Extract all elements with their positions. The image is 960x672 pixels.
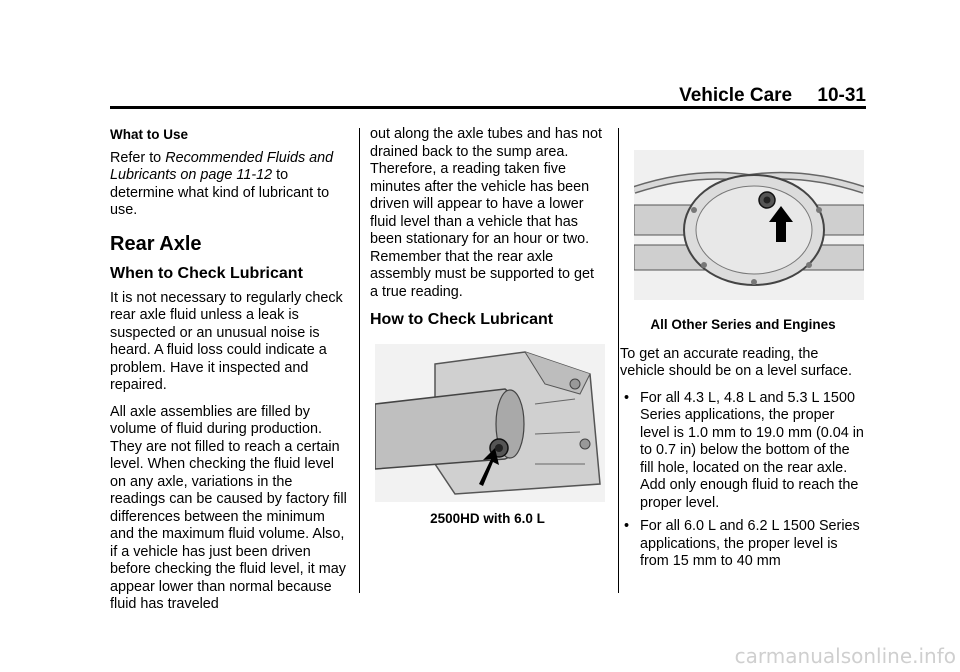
watermark: carmanualsonline.info: [734, 644, 956, 668]
paragraph-continued: out along the axle tubes and has not drained back to the sump area. Therefore, a reading taken five minutes after the vehicle has been driven will appear to have a lower fluid level than a vehicle that has been stationary for an hour or two. Remember that the rear axle assembly must be supported to get a true reading.: [370, 126, 603, 300]
section-title: Vehicle Care: [679, 85, 793, 106]
axle-other-series-illustration: [634, 150, 864, 300]
rear-axle-heading: Rear Axle: [110, 232, 202, 255]
caption-2500hd: 2500HD with 6.0 L: [430, 511, 545, 526]
refer-suffix: to determine what kind of lubricant to use.: [110, 167, 330, 218]
header-rule: [110, 106, 866, 109]
column-1: [110, 126, 350, 623]
axle-2500hd-illustration: [375, 344, 605, 502]
refer-link[interactable]: Recommended Fluids and Lubricants on page 11-12: [110, 149, 334, 183]
when-to-check-heading: When to Check Lubricant: [110, 264, 303, 282]
refer-prefix: Refer to: [110, 149, 166, 166]
page-header: [110, 84, 866, 108]
paragraph-leak: It is not necessary to regularly check rear axle fluid unless a leak is suspected or an unusual noise is heard. A fluid loss could indicate a problem. Have it inspected and repaired.: [110, 289, 343, 393]
column-divider-2: [618, 128, 619, 593]
column-divider-1: [359, 128, 360, 593]
how-to-check-heading: How to Check Lubricant: [370, 311, 554, 328]
column-3: [620, 126, 866, 577]
paragraph-fill: All axle assemblies are filled by volume of fluid during production. They are not filled to reach a certain level. When checking the fluid level on any axle, variations in the readings can be caused by factory fill differences between the minimum and the maximum fluid volume. Also, if a vehicle has just been driven before checking the fluid level, it may appear lower than normal because fluid has traveled: [110, 403, 347, 612]
refer-paragraph: [110, 150, 350, 220]
spec-list: [620, 390, 866, 571]
intro-paragraph: To get an accurate reading, the vehicle should be on a level surface.: [620, 345, 852, 379]
caption-other-series: All Other Series and Engines: [650, 317, 836, 332]
what-to-use-heading: What to Use: [110, 127, 189, 142]
page-number: 10-31: [817, 85, 866, 106]
column-2: [370, 126, 605, 540]
list-item: • For all 6.0 L and 6.2 L 1500 Series applications, the proper level is from 15 mm to 40 mm: [620, 518, 866, 571]
list-item: • For all 4.3 L, 4.8 L and 5.3 L 1500 Series applications, the proper level is 1.0 mm to 19.0 mm (0.04 in to 0.7 in) below the bottom of the fill hole, located on the rear axle. Add only enough fluid to reach the proper level.: [620, 390, 866, 513]
